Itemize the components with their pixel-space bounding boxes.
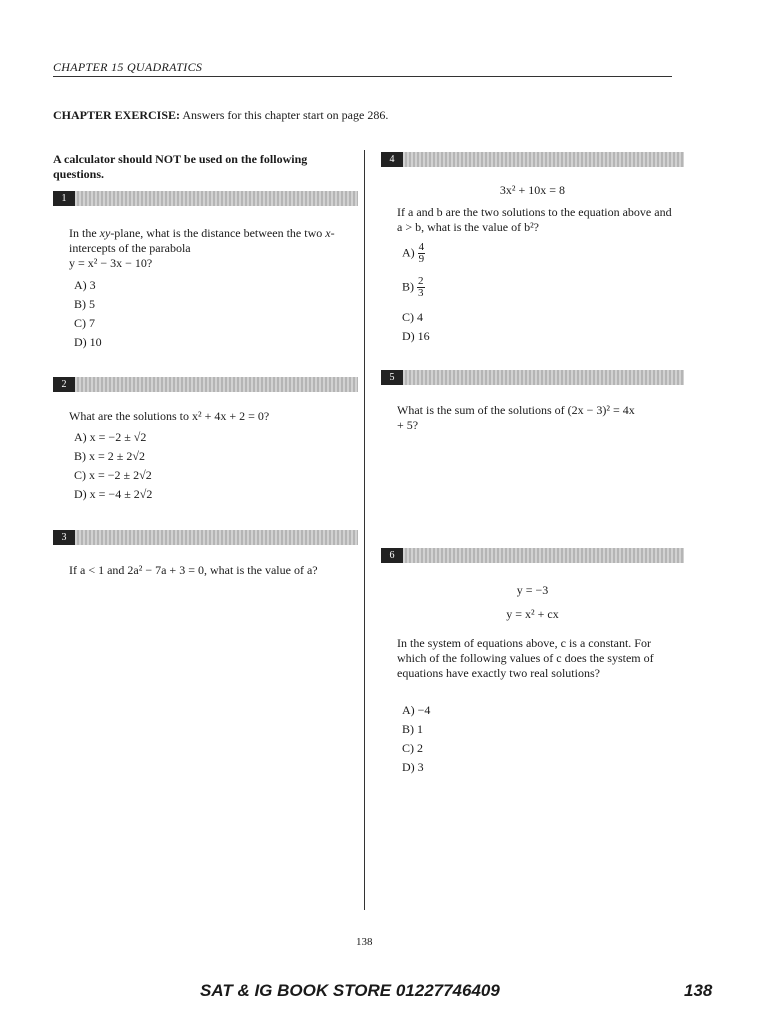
chapter-header: CHAPTER 15 QUADRATICS — [53, 60, 203, 74]
choice-2b[interactable]: B) x = 2 ± 2√2 — [74, 449, 145, 463]
choice-6b[interactable]: B) 1 — [402, 722, 423, 736]
choice-2d[interactable]: D) x = −4 ± 2√2 — [74, 487, 153, 501]
choice-2a[interactable]: A) x = −2 ± √2 — [74, 430, 147, 444]
question-1-equation: y = x² − 3x − 10? — [69, 256, 153, 270]
question-bar-6 — [381, 548, 684, 563]
question-4-text: If a and b are the two solutions to the equation above and a > b, what is the value of b²? — [397, 205, 672, 234]
choice-4c[interactable]: C) 4 — [402, 310, 423, 324]
question-4-choices — [402, 242, 430, 348]
question-bar-1 — [53, 191, 358, 206]
choice-4b-fraction: $\frac{2}{3}$ — [418, 275, 424, 299]
question-6-choices — [402, 701, 430, 777]
choice-6d[interactable]: D) 3 — [402, 760, 424, 774]
chapter-exercise-intro — [53, 108, 388, 123]
question-1-text: In the xy-plane, what is the distance between the two x-intercepts of the parabola y = x² − 3x − 10? — [69, 226, 335, 270]
choice-6c[interactable]: C) 2 — [402, 741, 423, 755]
question-number-4: 4 — [381, 152, 403, 167]
question-number-1: 1 — [53, 191, 75, 206]
choice-1d[interactable]: D) 10 — [74, 335, 102, 349]
intro-label: CHAPTER EXERCISE: — [53, 108, 181, 122]
question-6-text: In the system of equations above, c is a constant. For which of the following values of c does the system of equations have exactly two real solutions? — [397, 636, 654, 680]
question-2-text: What are the solutions to x² + 4x + 2 = 0? — [69, 409, 270, 423]
question-number-5: 5 — [381, 370, 403, 385]
choice-4b[interactable]: B) $\frac{2}{3}$ — [402, 275, 424, 299]
question-5-text: What is the sum of the solutions of (2x − 3)² = 4x + 5? — [397, 403, 635, 432]
choice-1b[interactable]: B) 5 — [74, 297, 95, 311]
question-bar-3 — [53, 530, 358, 545]
question-number-6: 6 — [381, 548, 403, 563]
question-6-equation-2: y = x² + cx — [506, 607, 559, 621]
question-bar-2 — [53, 377, 358, 392]
footer-page: 138 — [684, 981, 713, 1000]
question-4-equation: 3x² + 10x = 8 — [499, 183, 566, 197]
question-bar-5 — [381, 370, 684, 385]
question-2-choices — [74, 428, 152, 504]
question-number-2: 2 — [53, 377, 75, 392]
choice-4a[interactable]: A) $\frac{4}{9}$ — [402, 241, 425, 265]
question-3-text: If a < 1 and 2a² − 7a + 3 = 0, what is the value of a? — [69, 563, 318, 577]
column-divider — [364, 150, 365, 910]
question-bar-4 — [381, 152, 684, 167]
header-rule — [53, 76, 672, 77]
question-number-3: 3 — [53, 530, 75, 545]
intro-text: Answers for this chapter start on page 286. — [180, 108, 389, 122]
choice-2c[interactable]: C) x = −2 ± 2√2 — [74, 468, 152, 482]
question-1-choices — [74, 276, 102, 352]
choice-1a[interactable]: A) 3 — [74, 278, 96, 292]
choice-1c[interactable]: C) 7 — [74, 316, 95, 330]
question-6-equation-1: y = −3 — [516, 583, 549, 597]
page-number: 138 — [356, 936, 373, 948]
calculator-note: A calculator should NOT be used on the following questions. — [53, 152, 308, 181]
choice-4a-fraction: $\frac{4}{9}$ — [418, 241, 425, 265]
choice-6a[interactable]: A) −4 — [402, 703, 431, 717]
footer-store: SAT & IG BOOK STORE 01227746409 — [200, 981, 500, 1000]
choice-4d[interactable]: D) 16 — [402, 329, 430, 343]
